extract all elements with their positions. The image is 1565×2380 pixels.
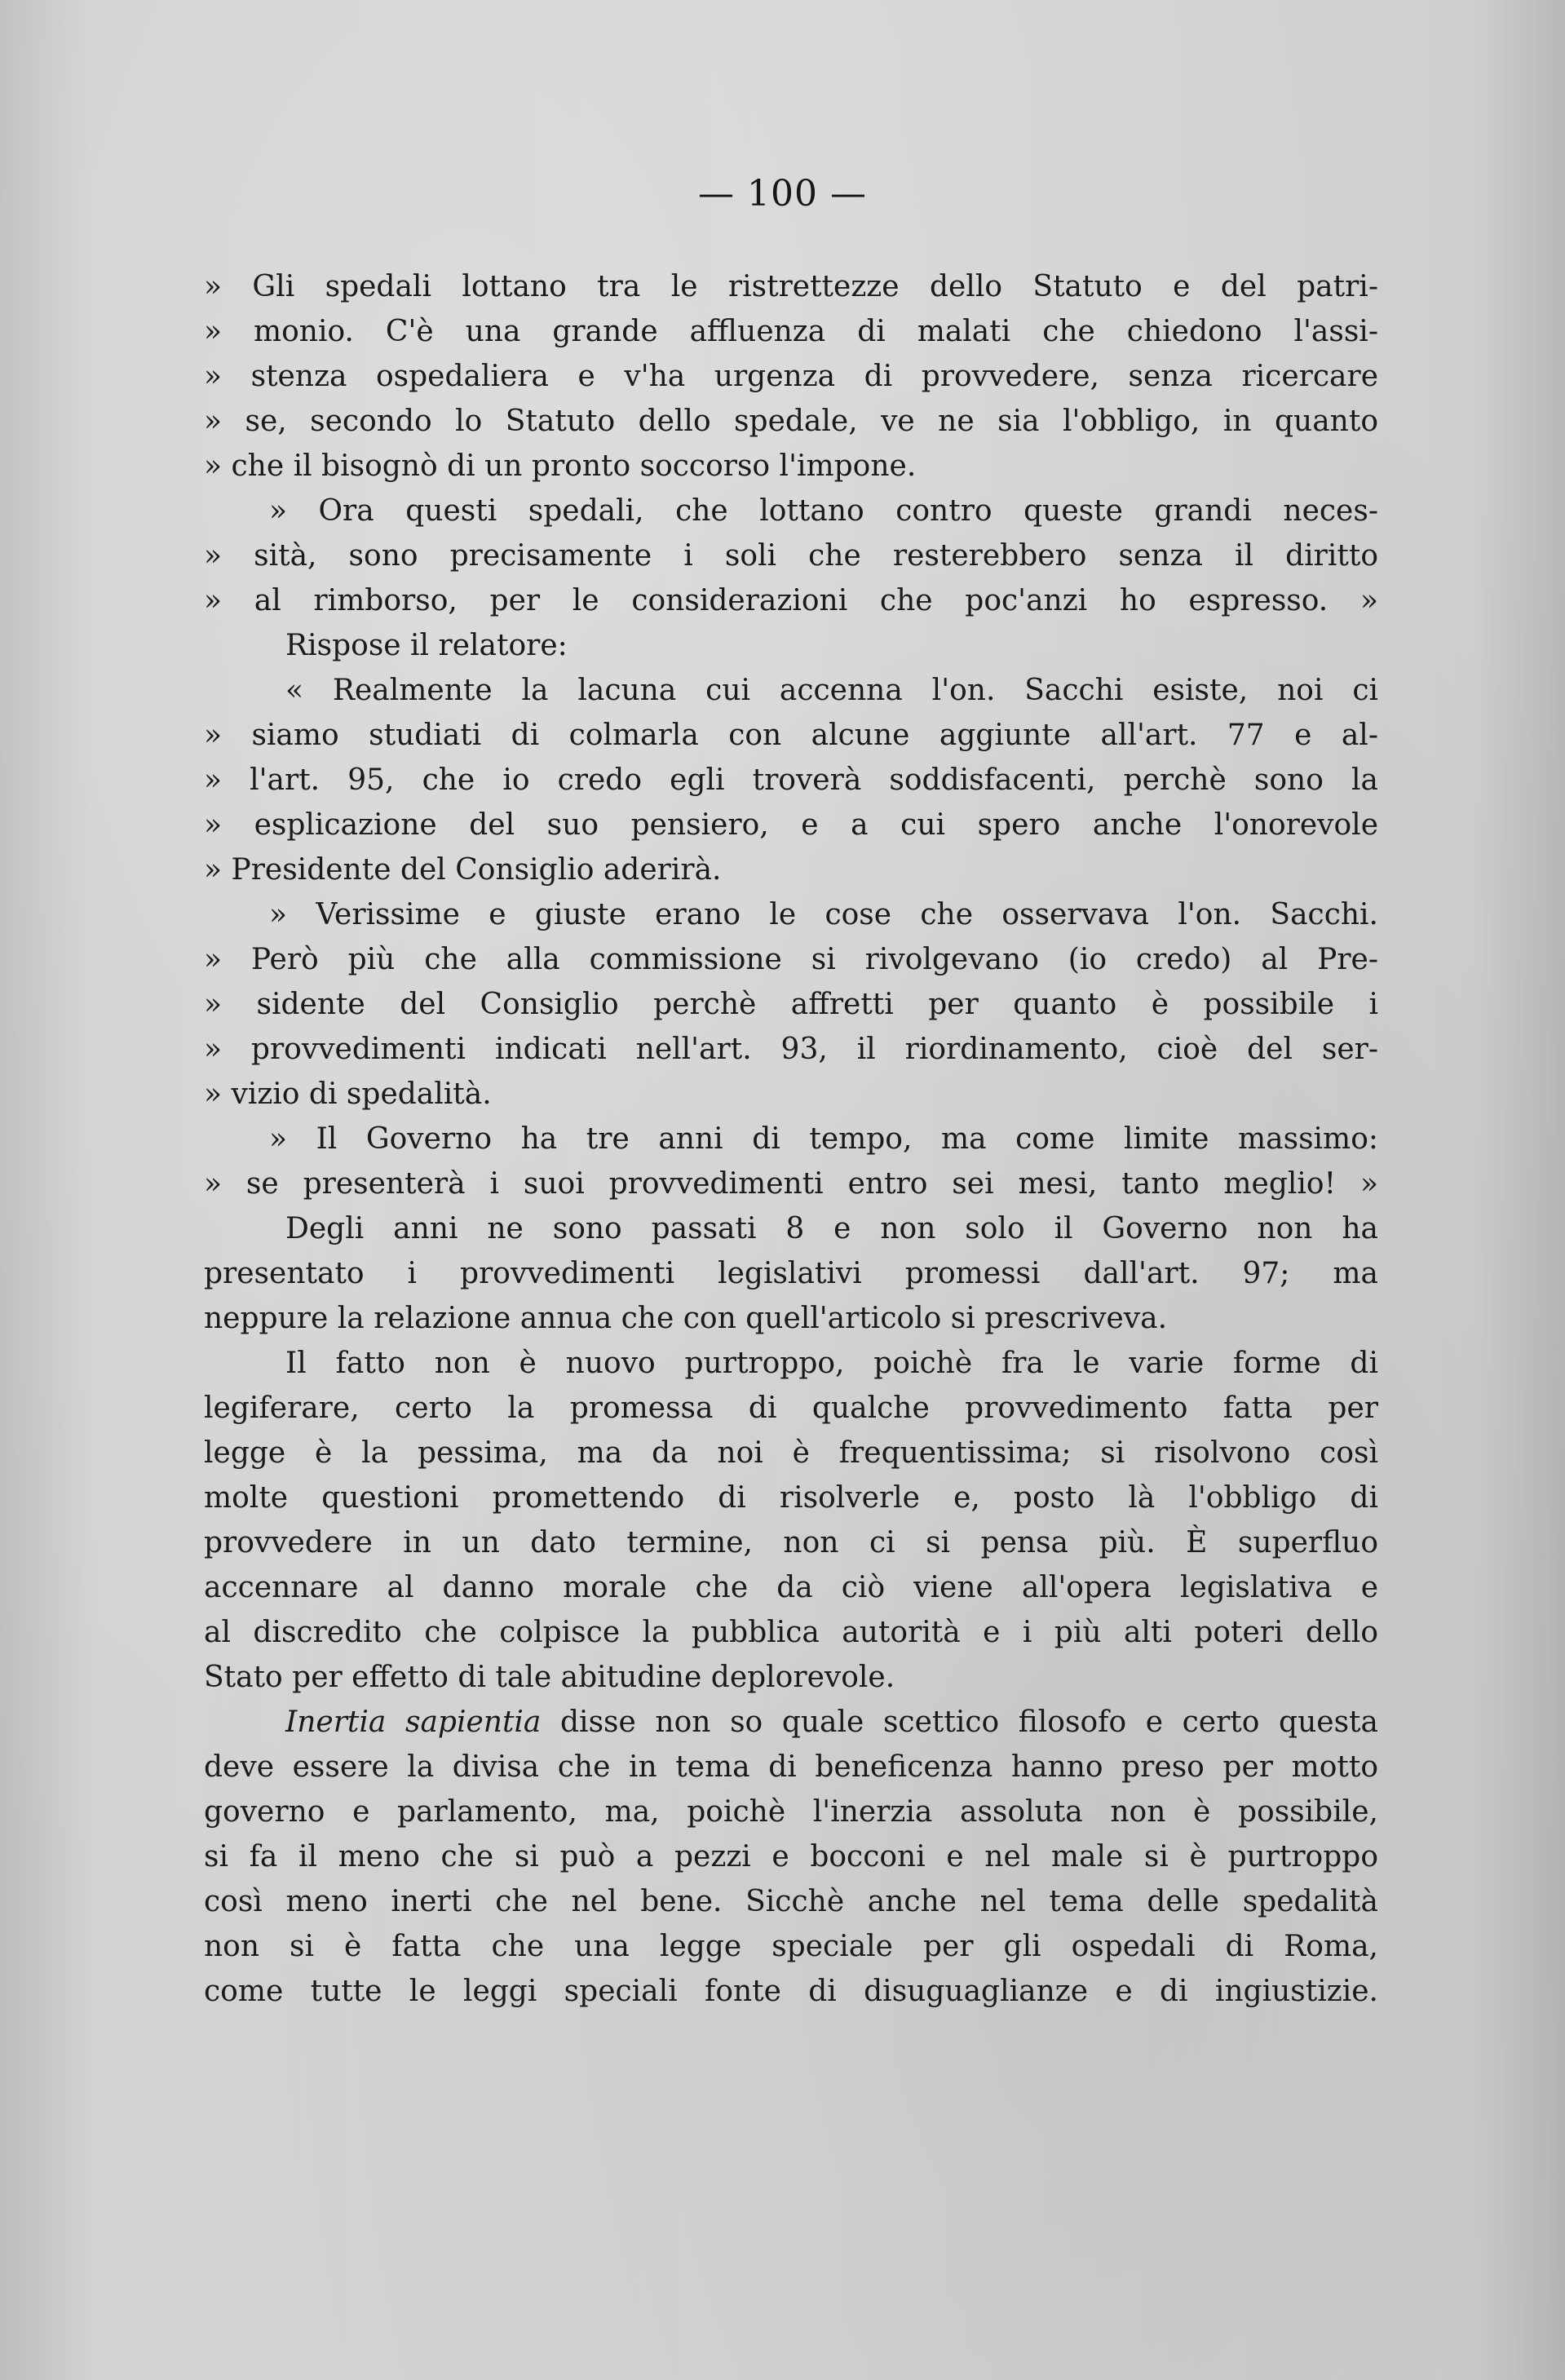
text-line: non si è fatta che una legge speciale per gli ospedali di Roma, — [204, 1930, 1378, 1963]
text-line: » sidente del Consiglio perchè affretti per quanto è possibile i — [204, 988, 1378, 1021]
text-line: deve essere la divisa che in tema di beneficenza hanno preso per motto — [204, 1750, 1378, 1784]
text-line: » stenza ospedaliera e v'ha urgenza di provvedere, senza ricercare — [204, 360, 1378, 393]
text-line: molte questioni promettendo di risolverle e, posto là l'obbligo di — [204, 1481, 1378, 1515]
text-line: come tutte le leggi speciali fonte di disuguaglianze e di ingiustizie. — [204, 1975, 1378, 2008]
text-line: » Ora questi spedali, che lottano contro queste grandi neces- — [269, 494, 1378, 528]
text-line: » sità, sono precisamente i soli che resterebbero senza il diritto — [204, 539, 1378, 573]
text-line: accennare al danno morale che da ciò viene all'opera legislativa e — [204, 1571, 1378, 1604]
text-line: » che il bisognò di un pronto soccorso l'impone. — [204, 449, 917, 483]
text-line: Rispose il relatore: — [285, 629, 568, 662]
text-line: » siamo studiati di colmarla con alcune aggiunte all'art. 77 e al- — [204, 719, 1378, 752]
text-line: » esplicazione del suo pensiero, e a cui spero anche l'onorevole — [204, 808, 1378, 842]
text-line: » l'art. 95, che io credo egli troverà soddisfacenti, perchè sono la — [204, 763, 1378, 797]
text-line: » provvedimenti indicati nell'art. 93, il riordinamento, cioè del ser- — [204, 1033, 1378, 1066]
italic-phrase: Inertia sapientia — [285, 1705, 542, 1739]
text-line: provvedere in un dato termine, non ci si pensa più. È superfluo — [204, 1526, 1378, 1559]
text-line: presentato i provvedimenti legislativi promessi dall'art. 97; ma — [204, 1257, 1378, 1290]
text-line: » Il Governo ha tre anni di tempo, ma come limite massimo: — [269, 1122, 1378, 1156]
page-number: — 100 — — [698, 173, 867, 215]
text-line: legiferare, certo la promessa di qualche provvedimento fatta per — [204, 1391, 1378, 1425]
text-line: così meno inerti che nel bene. Sicchè anche nel tema delle spedalità — [204, 1885, 1378, 1918]
text-line: » se presenterà i suoi provvedimenti entro sei mesi, tanto meglio! » — [204, 1167, 1378, 1201]
text-line: » al rimborso, per le considerazioni che poc'anzi ho espresso. » — [204, 584, 1378, 617]
text-line: Stato per effetto di tale abitudine deplorevole. — [204, 1661, 895, 1694]
text-line-rest: disse non so quale scettico filosofo e certo questa — [560, 1705, 1378, 1739]
text-line: » Verissime e giuste erano le cose che osservava l'on. Sacchi. — [269, 898, 1378, 931]
text-line: » se, secondo lo Statuto dello spedale, ve ne sia l'obbligo, in quanto — [204, 405, 1378, 438]
text-line: al discredito che colpisce la pubblica autorità e i più alti poteri dello — [204, 1616, 1378, 1649]
text-line: legge è la pessima, ma da noi è frequentissima; si risolvono così — [204, 1436, 1378, 1470]
text-line: « Realmente la lacuna cui accenna l'on. Sacchi esiste, noi ci — [285, 674, 1378, 707]
text-line: » vizio di spedalità. — [204, 1077, 492, 1111]
text-line: Degli anni ne sono passati 8 e non solo il Governo non ha — [285, 1212, 1378, 1245]
text-line: » monio. C'è una grande affluenza di malati che chiedono l'assi- — [204, 315, 1378, 348]
text-line: neppure la relazione annua che con quell'articolo si prescriveva. — [204, 1302, 1168, 1335]
text-line: » Presidente del Consiglio aderirà. — [204, 853, 722, 887]
text-line: Il fatto non è nuovo purtroppo, poichè fra le varie forme di — [285, 1347, 1378, 1380]
text-line-italic-start — [285, 1702, 1378, 1743]
text-line: governo e parlamento, ma, poichè l'inerzia assoluta non è possibile, — [204, 1795, 1378, 1829]
text-line: » Gli spedali lottano tra le ristrettezze dello Statuto e del patri- — [204, 270, 1378, 303]
text-line: » Però più che alla commissione si rivolgevano (io credo) al Pre- — [204, 943, 1378, 976]
text-line: si fa il meno che si può a pezzi e bocconi e nel male si è purtroppo — [204, 1840, 1378, 1873]
